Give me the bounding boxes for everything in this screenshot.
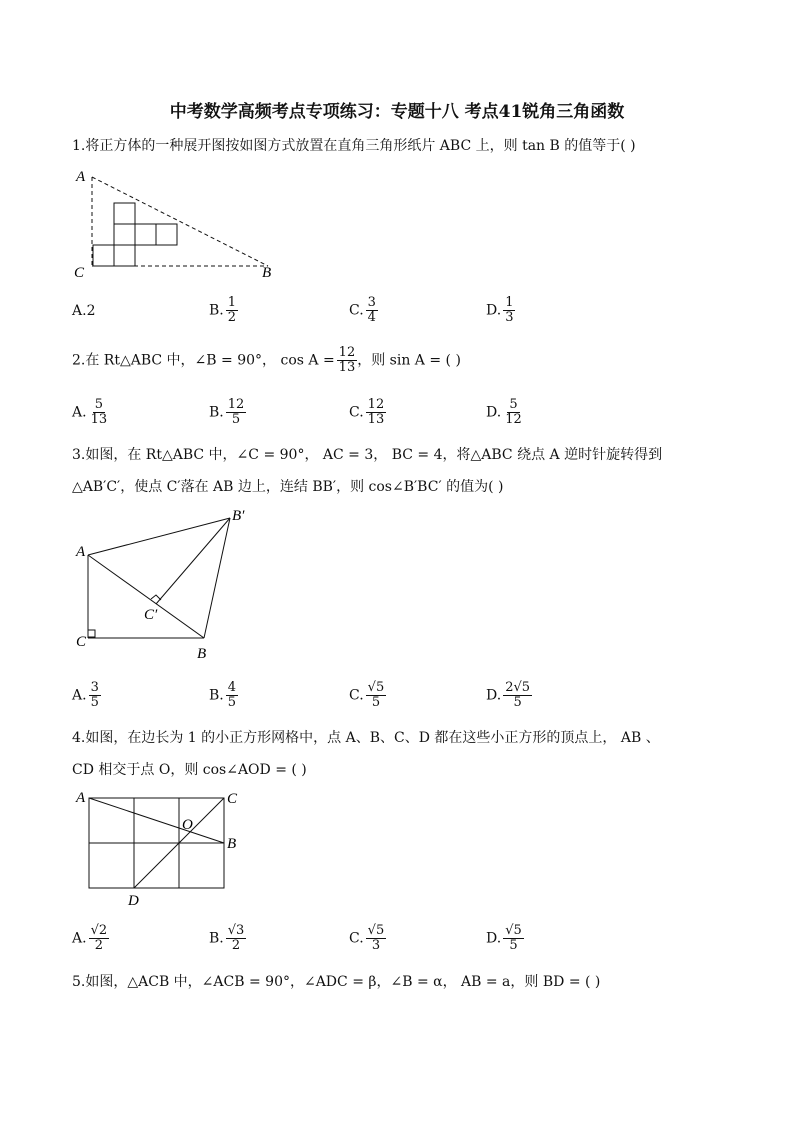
q1-label-a: A: [76, 169, 86, 185]
q4-option-a: A. $\frac{√2}{2}$: [72, 923, 108, 953]
q2-option-c: C. $\frac{12}{13}$: [349, 397, 385, 427]
q3-label-a: A: [76, 544, 86, 560]
question-5-text: 5.如图，△ACB 中，∠ACB = 90°，∠ADC = β，∠B = α， AB = a，则 BD = ( ): [72, 974, 601, 990]
q1-label-b: B: [262, 265, 272, 280]
q4-label-b: B: [227, 836, 237, 852]
question-4-figure: [70, 788, 260, 913]
q4-option-c: C. $\frac{√5}{3}$: [349, 923, 385, 953]
question-3-line-2: △AB′C′，使点 C′落在 AB 边上，连结 BB′，则 cos∠B′BC′ 的值为( ): [72, 479, 504, 495]
page-title: 中考数学高频考点专项练习：专题十八 考点41锐角三角函数: [169, 102, 625, 122]
q3-option-d: D. $\frac{2√5}{5}$: [486, 680, 531, 710]
question-3-line-1: 3.如图，在 Rt△ABC 中，∠C = 90°， AC = 3， BC = 4，将△ABC 绕点 A 逆时针旋转得到: [72, 447, 663, 463]
question-1-figure: [70, 165, 290, 280]
q3-label-c: C: [76, 634, 87, 650]
q3-label-b: B: [197, 646, 207, 662]
q4-option-b: B. $\frac{√3}{2}$: [209, 923, 245, 953]
q4-label-c: C: [227, 791, 238, 807]
q3-label-b-prime: B′: [232, 508, 245, 524]
q3-option-b: B. $\frac{4}{5}$: [209, 680, 237, 710]
q4-label-o: O: [182, 817, 193, 833]
question-3-figure: [70, 505, 260, 665]
question-4-line-2: CD 相交于点 O，则 cos∠AOD = ( ): [72, 762, 307, 778]
question-1-text: 1.将正方体的一种展开图按如图方式放置在直角三角形纸片 ABC 上，则 tan B 的值等于( ): [72, 138, 636, 154]
q1-option-d: D. $\frac{1}{3}$: [486, 295, 514, 325]
question-4-line-1: 4.如图，在边长为 1 的小正方形网格中，点 A、B、C、D 都在这些小正方形的顶点上， AB 、: [72, 730, 660, 746]
q4-label-a: A: [76, 790, 86, 806]
q1-option-a: A.2: [72, 303, 96, 319]
q2-option-d: D. $\frac{5}{12}$: [486, 397, 522, 427]
q3-label-c-prime: C′: [144, 607, 158, 623]
q1-option-c: C. $\frac{3}{4}$: [349, 295, 376, 325]
q1-option-b: B. $\frac{1}{2}$: [209, 295, 237, 325]
q2-option-a: A. $\frac{5}{13}$: [72, 397, 108, 427]
q4-label-d: D: [128, 893, 139, 909]
question-2-text: 2.在 Rt△ABC 中，∠B = 90°， cos A = $\frac{12}{13}$ ，则 sin A = ( ): [72, 345, 461, 375]
q4-option-d: D. $\frac{√5}{5}$: [486, 923, 522, 953]
q3-option-c: C. $\frac{√5}{5}$: [349, 680, 385, 710]
q2-option-b: B. $\frac{12}{5}$: [209, 397, 245, 427]
q3-option-a: A. $\frac{3}{5}$: [72, 680, 99, 710]
q1-label-c: C: [74, 265, 85, 280]
